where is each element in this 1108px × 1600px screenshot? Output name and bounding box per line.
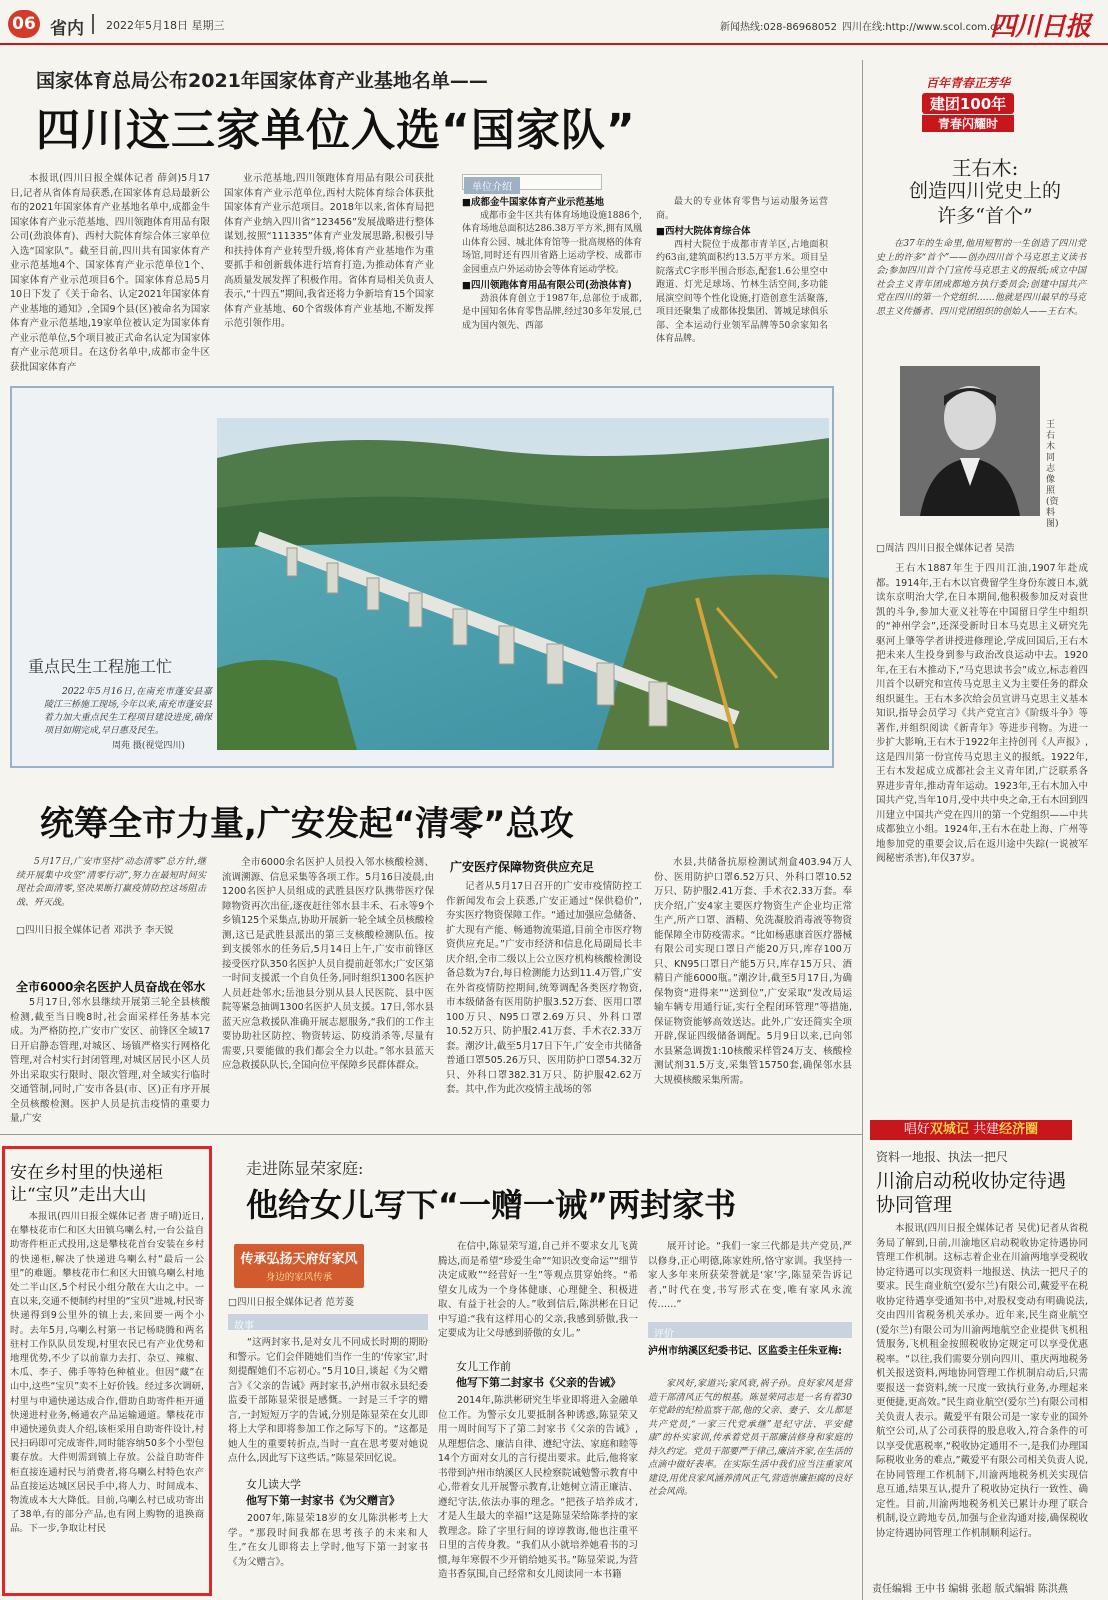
news-hotline: 新闻热线:028-86968052 — [720, 22, 837, 33]
sidebar-body: 王右木1887年生于四川江油,1907年赴成都。1914年,王右木以官费留学生身份东渡日本,就读东京明治大学,在日本期间,他积极参加反对袁世凯的斗争,参加大亚义社等在中国留日学生中组织的“神州学会”,还深受新时日本马克思主义研究先驱河上肇等学者讲授进修理论,学成回国后,王右木把未来人生投身到参与政治改良运动中去。1920年,在王右木推动下,“马克思读书会”成立,标志着四川首个以研究和宣传马克思主义为主要任务的群众组织诞生。王右木多次给会员宣讲马克思主义基本知识,指导会员学习《共产党宣言》《阶级斗争》等著作,并组织阅读《新青年》等进步刊物。为进一步扩大影响,王右木于1922年主持创刊《人声报》,这是四川第一份宣传马克思主义的报纸。1922年,王右木发起成立成都社会主义青年团,广泛联系各界进步青年,推动青年运动。1923年,王右木加入中国共产党,当年10月,受中共中央之命,王右木回到四川建立中国共产党在四川的第一个党组织——中共成都独立小组。1924年,王右木在赴上海、广州等地参加党的重要会议,后在返川途中失踪(一说被军阀秘密杀害),年仅37岁。 — [876, 563, 1088, 864]
main-col-2: 业示范基地,四川领跑体育用品有限公司获批国家体育产业示范单位,西村大院体育综合体获批国家体育产业示范项目。2018年以来,省体育局把体育产业纳入四川省“123456”发展战略进行整体谋划,按照“111335”体育产业发展思路,积极引导和扶持体育产业转型升级,将体育产业基地作为重要抓手和创新载体进行培育打造,为推动体育产业高质量发展发挥了积极作用。省体育局相关负责人表示,“十四五”期间,我省还将力争新培育15个国家体育产业基地、60个省级体育产业基地,不断发挥示范引领作用。 — [224, 173, 434, 329]
unit-intro-col-2: 最大的专业体育零售与运动服务运营商。 ■西村大院体育综合体 西村大院位于成都市青羊区,占地面积约63亩,建筑面积约13.5万平方米。项目呈院落式C字形半围合形态,配套1.6公里空中跑道、灯光足球场、竹林生活空间,多功能展演空间等个性化设施,打造创意生活聚落,项目还聚集了成都体投集团、箐城足球俱乐部、全本运动行业领军品牌等50余家知名体育品牌。 — [656, 197, 828, 344]
page-number-badge: 06 — [8, 10, 40, 38]
sidebar-headline-1: 创造四川党史上的 — [908, 180, 1061, 202]
unit-intro-col-1: ■成都金牛国家体育产业示范基地 成都市金牛区共有体育场地设施1886个,体育场地总面积达286.38万平方米,拥有凤凰山体育公园、城北体育馆等一批高规格的体育场馆,同时还有四川省路上运动学校、成都市金园重点户外运动协会等体育运动学校。 ■四川领跑体育用品有限公司(劲浪体育) 劲浪体育创立于1987年,总部位于成都,是中国知名体育零售品牌,经过30多年发展,已成为国内领先、西部 — [462, 197, 643, 331]
qingling-headline: 统筹全市力量,广安发起“清零”总攻 — [40, 804, 574, 844]
qingling-col-4: 水县,共储备抗原检测试剂盒403.94万人份、医用防护口罩6.52万只、外科口罩10.52万只、防护服2.41万套、手术衣2.33万套。奉庆介绍,广安4家主要医疗物资生产企业均正常生产,所产口罩、酒精、免洗凝胶消毒液等物资能保障全市防疫需求。“比如杨惠康首医疗器械有限公司实现口罩日产能20万只,库存100万只、KN95口罩日产能5万只,库存15万只、酒精日产能6000瓶。”潮汐计,截至5月17日,为确保物资“进得来”“送到位”,广安采取“发改局运输车辆专用通行证,实行全程闭环管理”等措施,保证物资能够高效送达。此外,广安还简实全项开辟,保证四级储备调配。5月9日以来,已向邻水县紧急调拨1:10核酸采样管24万支、核酸检测试剂31.5万支,采集管15750套,确保邻水县大规模核酸采集所需。 — [654, 857, 852, 1086]
review-head: 泸州市纳溪区纪委书记、区监委主任朱亚梅: — [648, 1346, 842, 1357]
main-col-1: 本报讯(四川日报全媒体记者 薛剑)5月17日,记者从省体育局获悉,在国家体育总局最新公布的2021年国家体育产业基地名单中,成都金牛国家体育产业示范基地、四川领跑体育用品有限公司(劲浪体育)、西村大院体育综合体三家单位入选“国家队”。截至目前,四川共有国家体育产业示范基地4个、国家体育产业示范单位1个、国家体育产业示范项目6个。国家体育总局5月10日下发了《关于命名、认定2021年国家体育产业基地的通知》,全国9个县(区)被命名为国家体育产业示范基地,19家单位被认定为国家体育产业示范单位,5个项目被正式命名认定为国家体育产业示范项目。在这份名单中,成都市金牛区获批国家体育产 — [10, 173, 210, 373]
tax-banner — [870, 1120, 1072, 1140]
family-sub2-line2: 他写下第二封家书《父亲的告诫》 — [456, 1376, 621, 1389]
family-col-3a: 展开讨论。“我们一家三代都是共产党员,严以修身,正心明德,陈家姓所,恪守家训。我坚持一家人多年来所获荣誉就是‘家’字,陈显荣告诉记者,”时代在变,书写形式在变,唯有家风永流传……” — [648, 1241, 852, 1310]
unit-intro-tag: 单位介绍 — [464, 175, 520, 194]
family-sub1-line1: 女儿读大学 — [246, 1478, 301, 1491]
photo-title: 重点民生工程施工忙 — [28, 657, 173, 676]
family-col-1: “这两封家书,是对女儿不同成长时期的期盼和警示。它们会伴随她们当作一生的‘传家宝’,时刻提醒她们不忘初心。”5月10日,谈起《为父赠言》《父亲的告诫》两封家书,泸州市叙永县纪委监委干部陈显荣很是感慨。一封是三千字的赠言,一封短短万字的告诫,分别是陈显荣在女儿即将上大学和即将参加工作之际写下的。“这都是她人生的重要转折点,当时一直在思考要对她说点什么,因此写下这些话。”陈显荣回忆说。 — [228, 1337, 428, 1464]
sidebar-headline-2: 许多“首个” — [937, 205, 1033, 227]
family-col-2b: 2014年,陈洪彬研究生毕业即将进入金融单位工作。为警示女儿要抵制各种诱惑,陈显荣又用一周时间写下了第二封家书《父亲的告诫》,从理想信念、廉洁自律、遵纪守法、家庭和睦等14个方面对女儿的言行提出要求。此后,他将家书带到泸州市纳溪区人民检察院诫勉警示教育中心,带着女儿开展警示教育,让她树立清正廉洁、遵纪守法,依法办事的理念。“把孩子培养成才,才是人生最大的幸福!”这是陈显荣给陈孝持的家教理念。除了字里行间的谆谆教诲,他也注重平日里的言传身教。“我们从小就培养她看书的习惯,每年寒假不少开销给她买书。”陈显荣说,为营造书香氛围,自己经常和女儿阅读同一本书籍 — [438, 1395, 638, 1580]
tax-banner-d: 经济圈 — [999, 1122, 1039, 1137]
main-kicker: 国家体育总局公布2021年国家体育产业基地名单—— — [36, 70, 488, 92]
tax-body: 本报讯(四川日报全媒体记者 吴优)记者从省税务局了解到,日前,川渝地区启动税收协定待遇协同管理工作机制。这标志着企业在川渝两地享受税收协定待遇可以实现资料一地报送、执法一把尺子的要求。民生商业航空(爱尔兰)有限公司,戴爱平在税收协定待遇享受通知书中,对股权变动有明确说法,交由四川省税务机关承办。近年来,民生商业航空(爱尔兰)有限公司为川渝两地航空企业提供飞机租赁服务,飞机租金按照税收协定规定可以享受优惠税率。“以往,我们需要分别向四川、重庆两地税务机关报送资料,两地协同管理工作机制启动后,只需要报送一套资料,统一尺度一致执行业务,办理起来更便捷,更高效。”民生商业航空(爱尔兰)有限公司相关负责人表示。戴爱平有限公司是一家专业的国外航空公司,从了公司获得的股息收入,符合条件的可以享受优惠税率,“税收协定通用不一,是我们办理国际税收业务的难点,”戴爱平有限公司相关负责人说,在协同管理工作机制下,川渝两地税务机关实现信息互通,结果互认,提升了税收协定执行一致性、确定性。目前,川渝两地税务机关已累计办理了联合机制,设立跨地专员,加强与企业沟通对接,确保税收协定待遇协同管理工作机制顺利运行。 — [876, 1223, 1088, 1539]
family-kicker: 走进陈显荣家庭: — [246, 1159, 364, 1178]
main-headline: 四川这三家单位入选“国家队” — [36, 105, 636, 156]
tax-banner-b: 双城记 — [929, 1122, 969, 1137]
tax-kicker: 资料一地报、执法一把尺 — [876, 1150, 1009, 1164]
family-sub2-line1: 女儿工作前 — [456, 1360, 511, 1373]
qingling-col-2: 全市6000余名医护人员投入邻水核酸检测、流调溯源、信息采集等各项工作。5月16日凌晨,由1200名医护人员组成的武胜县医疗队携带医疗保障物资再次出征,逐夜赶往邻水县丰禾、石永等9个乡镇125个采集点,协助开展新一轮全域全员核酸检测,这已是武胜县派出的第三支核酸检测队伍。按到支援邻水的任务后,5月14日上午,广安市前锋区接受医疗队350名医护人员自提前赶邻水;广安区第一时间支援派一个自负任务,同时组织1300名医护人员赶赴邻水;岳池县分别从县人民医院、县中医院等紧急抽调1300名医护人员支援。17日,邻水县蓝天应急救援队准确开展志愿服务,“我们的工作主要协助社区防控、物资转运、防疫消杀等,尽量有需要,只要能做的我们都会全力以赴。”邻水县蓝天应急救援队队长,全国向位平保障乡民群体群众。 — [222, 857, 434, 1071]
qingling-byline: □四川日报全媒体记者 邓洪予 李天锐 — [16, 925, 174, 936]
family-banner-main: 传承弘扬天府好家风 — [240, 1252, 358, 1267]
photo-credit: 周苑 摄(视觉四川) — [112, 741, 185, 751]
portrait-photo — [900, 366, 1040, 516]
header-rule — [0, 43, 1108, 45]
photo-caption: 2022年5月16日,在南充市蓬安县嘉陵江三桥施工现场,今年以来,南充市蓬安县着力加大重点民生工程项目建设进度,确保项目如期完成,早日惠及民生。 — [44, 687, 212, 736]
badge-top-text: 百年青春正芳华 — [925, 76, 1010, 90]
express-headline-1: 安在乡村里的快递柜 — [10, 1163, 163, 1183]
qingling-lead: 5月17日,广安市坚持“动态清零”总方针,继续开展集中攻坚“清零行动”,努力在最短时间实现社会面清零,坚决果断打赢疫情防控这场阻击战、歼灭战。 — [16, 857, 206, 908]
badge-sub-text: 青春闪耀时 — [922, 115, 1014, 132]
sidebar-intro: 在37年的生命里,他用短暂的一生创造了四川党史上的许多“首个”——创办四川首个马克思主义读书会;参加四川首个门宣传马克思主义的报纸;成立中国社会主义青年团成都地方执行委员会;创建中国共产党在四川的第一个党组织……他就是四川最早的马克思主义传播者、四川党团组织的创始人——王右木。 — [876, 239, 1086, 317]
badge-main-text: 建团100年 — [922, 93, 1014, 114]
review-tag: 评价 — [648, 1322, 852, 1338]
qingling-subhead-1: 全市6000余名医护人员奋战在邻水 — [16, 980, 206, 994]
family-col-2: 在信中,陈显荣写道,自己并不要求女儿飞黄腾达,而是希望“珍爱生命”“知识改变命运”“细节决定成败”“经营好一生”等观点贯穿始终。“希望女儿成为一个身体健康、心理健全、积极进取、有益于社会的人。”收到信后,陈洪彬在日记中写道:“我有这样用心的父亲,我感到骄傲,我一定要成为让父母感到骄傲的女儿。” — [438, 1241, 638, 1339]
photo-frame — [10, 386, 834, 768]
family-byline: □四川日报全媒体记者 范芳菱 — [228, 1297, 354, 1308]
tax-headline-2: 协同管理 — [876, 1194, 953, 1216]
section-label: 省内 — [50, 19, 84, 39]
express-headline-2: 让“宝贝”走出大山 — [10, 1185, 147, 1205]
issue-date: 2022年5月18日 星期三 — [106, 19, 225, 32]
family-headline: 他给女儿写下“一赠一诫”两封家书 — [246, 1186, 737, 1224]
express-body: 本报讯(四川日报全媒体记者 唐子晴)近日,在攀枝花市仁和区大田镇乌喇么村,一台公益自助寄件柜正式投用,这是攀枝花首台安装在乡村的快递柜,解决了快递进乌喇么村“最后一公里”的难题。攀枝花市仁和区大田镇乌喇么村地处二半山区,5个村民小组分散在大山之中。一直以来,交通不便制约村里的“宝贝”进城,村民寄快递得到9公里外的镇上去,来回要一两个小时。去年5月,乌喇么村第一书记杨晓腾和两名驻村工作队队员发现,村里农民已有产业优势和地理优势,不少了以前靠力去打、杂豆、辣椒、木瓜、李子、佛手等特色种植业。但因“藏”在山中,这些“宝贝”卖不上好价钱。经过多次调研,村里与申通快递达成合作,借助自助寄件柜开通快递进村业务,畅通农产品运输通道。攀枝花市申通快递负责人介绍,该柜采用自助寄件设计,村民扫码即可完成寄件,同时能容纳50多个小型包裹存放。大件则需到镇上存放。公益自助寄件柜直接连通村民与消费者,将乌喇么村特色农产品直接运达城区居民手中,将人力、时间成本、物流成本大大降低。目前,乌喇么村已成功寄出了38单,有的部分产品,也有网上购物的退换商品。下一步,争取让村民 — [10, 1211, 204, 1535]
story-tag: 故事 — [228, 1314, 428, 1330]
family-col-1b: 2007年,陈显荣18岁的女儿陈洪彬考上大学。“那段时间我都在思考孩子的未来和人生,”在女儿即将去上学时,他写下第一封家书《为父赠言》。 — [228, 1513, 428, 1568]
tax-banner-a: 唱好 — [903, 1122, 930, 1137]
bridge-photo — [217, 418, 829, 750]
qingling-subhead-2: 广安医疗保障物资供应充足 — [450, 860, 595, 874]
youth-badge — [912, 74, 1024, 138]
section-divider — [0, 1134, 862, 1135]
tax-headline-1: 川渝启动税收协定待遇 — [876, 1170, 1067, 1192]
portrait-caption: 王右木同志像照(资料图) — [1046, 420, 1059, 529]
website-link[interactable]: 四川在线:http://www.scol.com.cn — [842, 22, 1002, 33]
family-banner-sub: 身边的家风传承 — [265, 1272, 333, 1283]
page-header — [0, 0, 1108, 44]
qingling-col-3: 记者从5月17日召开的广安市疫情防控工作新闻发布会上获悉,广安正通过“保供稳价”,夯实医疗物资保障工作。“通过加强应急储备、扩大现有产能、畅通物流渠道,目前全市医疗物资供应充足。”广安市经济和信息化局副局长丰庆介绍,全市二级以上公立医疗机构核酸检测设备总数为7台,每日检测能力达到11.4万管,广安在外省疫情防控期间,统筹调配各类医疗物资,市本级储备有医用防护服3.52万套、医用口罩100万只、N95口罩2.69万只、外科口罩10.52万只、防护服2.41万套、手术衣2.33万套。潮汐计,截至5月17日下午,广安全市共储备普通口罩505.26万只、医用防护口罩54.32万只、外科口罩382.31万只、防护服42.62万套。其中,作为此次疫情主战场的邻 — [446, 881, 642, 1095]
footer-credits: 责任编辑 王中书 编辑 张超 版式编辑 陈洪燕 — [872, 1584, 1068, 1595]
family-col-3b: 家风好,家道兴;家风衰,祸子孙。良好家风是营造干部清风正气的根基。陈显荣同志是一名有着30年党龄的纪检监察干部,他的父亲、妻子、女儿都是共产党员,“一家三代党承继”是纪守法、平安健康”的朴实家训,传承着党员干部廉洁修身和家庭的持久约定。党员干部要严于律己,廉洁齐家,在生活的点滴中做好表率。在实际生活中我们应当注重家风建设,用优良家风涵养清风正气,营造崇廉拒腐的良好社会风尚。 — [648, 1379, 852, 1497]
sidebar-name: 王右木: — [951, 156, 1019, 180]
header-divider — [92, 14, 94, 34]
column-divider — [862, 60, 863, 1600]
qingling-col-1: 5月17日,邻水县继续开展第三轮全县核酸检测,截至当日晚8时,社会面采样任务基本完成。为严格防控,广安市广安区、前锋区全域17日开启静态管理,对城区、场镇严格实行网格化管理,对合村实行封闭管理,对城区居民小区人员外出采取实行限时、限次管理,对全域实行临时交通管制,同时,广安市各县(市、区)正有序开展全员核酸检测。医护人员是抗击疫情的重要力量,广安 — [10, 997, 210, 1124]
sidebar-byline: □周洁 四川日报全媒体记者 吴浩 — [876, 543, 1015, 554]
family-sub1-line2: 他写下第一封家书《为父赠言》 — [246, 1494, 400, 1507]
tax-banner-c: 共建 — [973, 1122, 1000, 1137]
family-banner — [234, 1244, 364, 1288]
masthead-logo: 四川日报 — [990, 12, 1091, 42]
